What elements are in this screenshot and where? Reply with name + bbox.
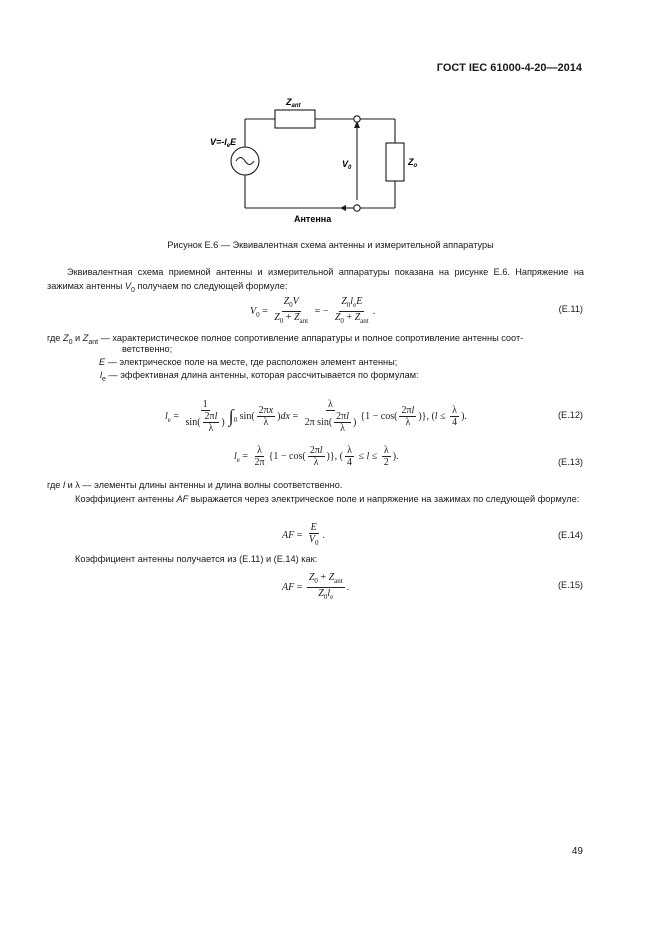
zo-resistor — [386, 143, 404, 181]
equation-e11: $V_0$ = $\frac{Z_0V}{Z_0 + Z_{ant}}$ = − $\frac{Z_0l_eE}{Z_0 + Z_{ant}}$ . — [250, 296, 376, 325]
eq-number-e15: (E.15) — [557, 580, 583, 590]
definition-z0-zant: где $Z_0$ и $Z_{ant}$ — характеристическое полное сопротивление аппаратуры и полное сопротивление антенны соот- — [47, 333, 524, 346]
definition-z0-zant-cont: ветственно; — [122, 344, 173, 354]
definition-l-lambda: где l и λ — элементы длины антенны и длина волны соответственно. — [47, 480, 343, 490]
eq-number-e13: (E.13) — [557, 457, 583, 467]
eq-number-e14: (E.14) — [557, 530, 583, 540]
v0-sub: 0 — [348, 165, 352, 171]
source-label: V=-l — [210, 137, 227, 147]
page-number: 49 — [571, 846, 583, 857]
document-header: ГОСТ IEC 61000-4-20—2014 — [436, 62, 582, 74]
equation-e13: $l_e$ = $\frac{\lambda}{2\pi}$ {1 − cos( $\frac{2\pi l}{\lambda}$ )}, ( $\frac{\lambda}{4}$ ≤ l ≤ $\frac{\lambda}{2}$ ). — [234, 445, 399, 468]
figure-caption: Рисунок Е.6 — Эквивалентная схема антенны и измерительной аппаратуры — [167, 240, 494, 250]
source-label-tail: E — [230, 137, 237, 147]
definition-le: $l_e$ — эффективная длина антенны, которая рассчитывается по формулам: — [100, 370, 419, 383]
definition-e: E — электрическое поле на месте, где расположен элемент антенны; — [99, 357, 398, 367]
equation-e14: AF = $\frac{E}{V_0}$ . — [282, 522, 325, 547]
zo-label: Z — [408, 157, 414, 167]
paragraph-af: Коэффициент антенны AF выражается через электрическое поле и напряжение на зажимах по следующей формуле: — [75, 494, 580, 504]
eq-number-e12: (E.12) — [557, 410, 583, 420]
equation-e12: $l_e$ = 1 sin( $\frac{2\pi l}{\lambda}$ ) $\int_0$ sin( $\frac{2\pi x}{\lambda}$ )dx = λ 2π sin( $\frac{2\pi l}{\lambda}$ ) {1 − cos( $\frac{2\pi l}{\lambda}$ )}, (l ≤ $\frac{\lambda}{4}$ ). — [165, 399, 467, 434]
source-label-sub: e — [226, 143, 231, 149]
v0-label: V — [342, 159, 349, 169]
antenna-label: Антенна — [294, 214, 332, 224]
paragraph-af-derivation: Коэффициент антенны получается из (Е.11) и (Е.14) как: — [75, 554, 318, 564]
paragraph-intro: Эквивалентная схема приемной антенны и измерительной аппаратуры показана на рисунке Е.6. Напряжение на зажимах антенны $V_0$ получаем по следующей формуле: — [47, 267, 584, 294]
svg-text:V=-leE — [210, 137, 237, 149]
svg-text:Zant — [285, 97, 302, 109]
equivalent-circuit-figure — [200, 85, 440, 230]
svg-text:Zo — [407, 157, 418, 169]
zant-label: Z — [286, 97, 292, 107]
zo-sub: o — [413, 163, 418, 169]
svg-text:V0 — [342, 159, 352, 171]
eq-number-e11: (E.11) — [558, 304, 583, 314]
equation-e15: AF = $\frac{Z_0 + Z_{ant}}{Z_0l_e}$ . — [282, 572, 350, 601]
zant-resistor — [275, 110, 315, 128]
terminal-bottom — [354, 205, 360, 211]
zant-sub: ant — [291, 103, 301, 109]
